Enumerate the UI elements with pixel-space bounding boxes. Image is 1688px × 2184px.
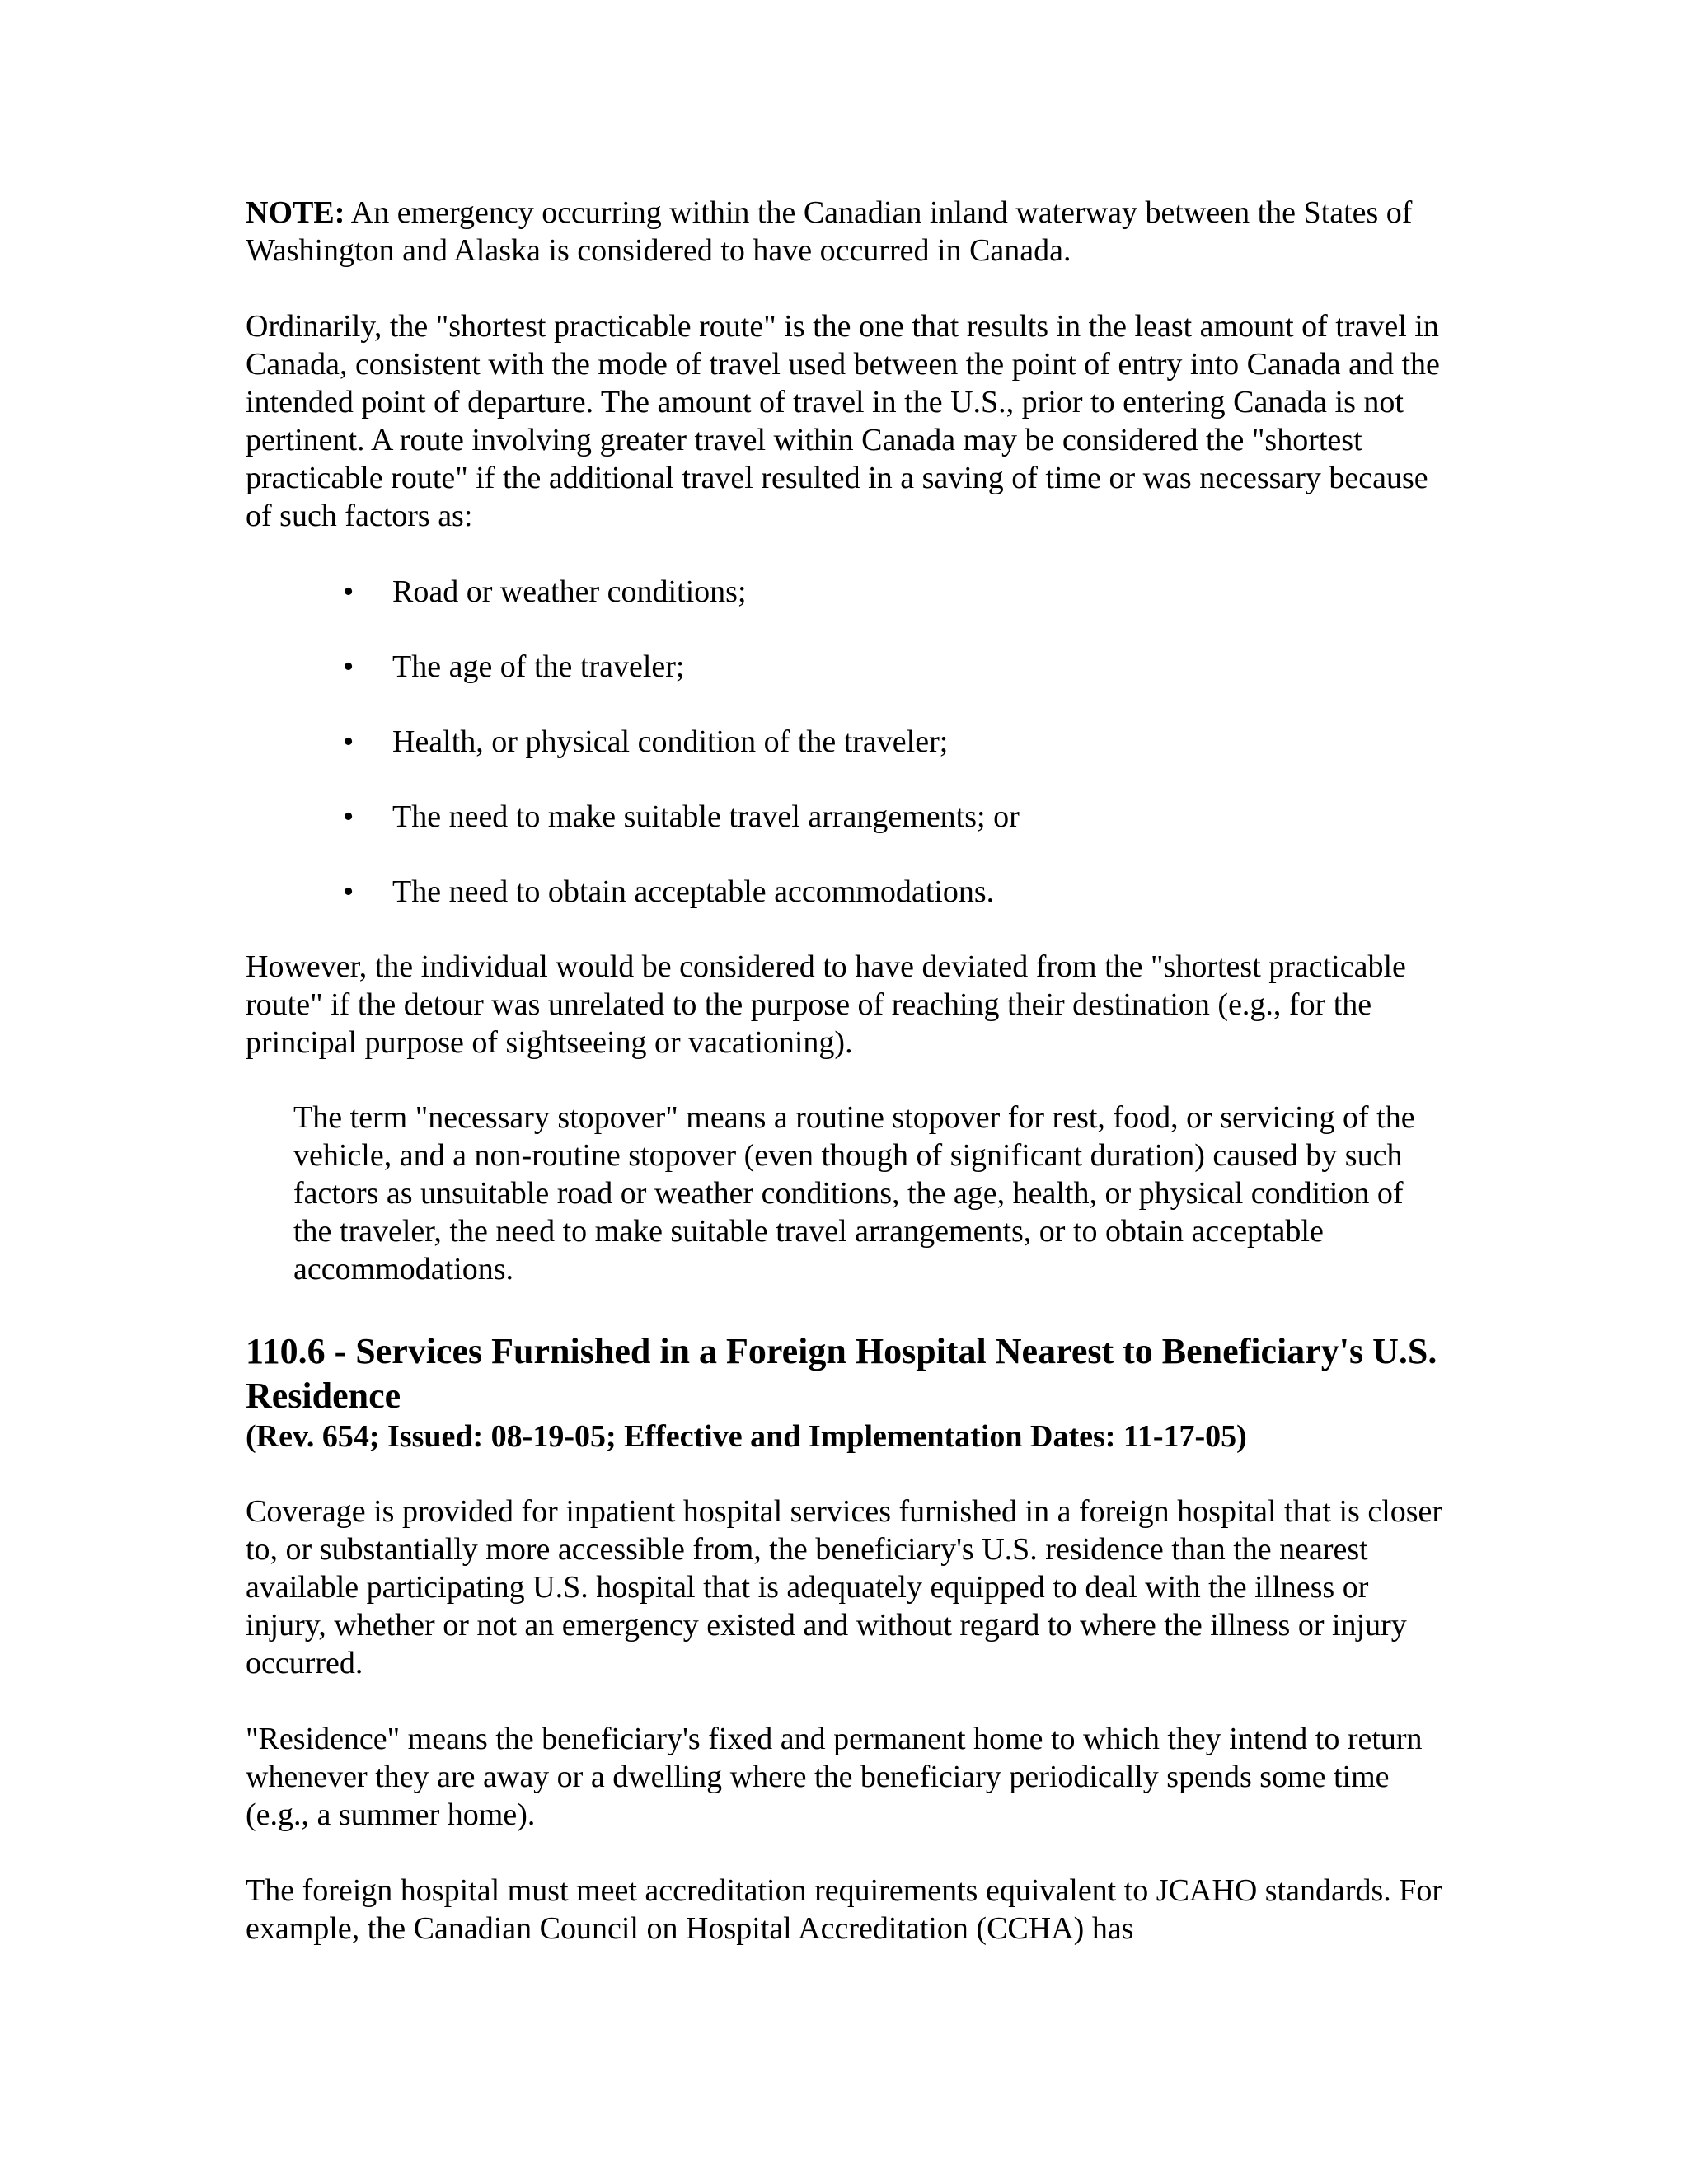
bullet-icon: • (343, 724, 354, 759)
list-item (246, 873, 1449, 911)
bullet-icon: • (343, 799, 354, 834)
residence-paragraph: "Residence" means the beneficiary's fixed and permanent home to which they intend to return whenever they are away or a dwelling where the beneficiary periodically spends some time (e.g., a summer home). (246, 1722, 1423, 1832)
list-item (246, 573, 1449, 611)
section-heading: 110.6 - Services Furnished in a Foreign Hospital Nearest to Beneficiary's U.S. Residence (246, 1331, 1437, 1416)
list-item-text: The need to make suitable travel arrangements; or (392, 799, 1020, 834)
list-item-text: Health, or physical condition of the traveler; (392, 724, 949, 759)
list-item-text: The age of the traveler; (392, 649, 685, 684)
shortest-route-paragraph: Ordinarily, the "shortest practicable route" is the one that results in the least amount of travel in Canada, consistent with the mode of travel used between the point of entry into Canada and the intended point of departure. The amount of travel in the U.S., prior to entering Canada is not pertinent. A route involving greater travel within Canada may be considered the "shortest practicable route" if the additional travel resulted in a saving of time or was necessary because of such factors as: (246, 309, 1440, 533)
list-item-text: Road or weather conditions; (392, 574, 747, 609)
list-item-text: The need to obtain acceptable accommodations. (392, 874, 995, 909)
bullet-icon: • (343, 574, 354, 609)
factors-list (246, 573, 1449, 911)
note-paragraph (246, 194, 1449, 269)
list-item (246, 723, 1449, 761)
document-page (246, 194, 1449, 1947)
however-paragraph: However, the individual would be considered to have deviated from the "shortest practicable route" if the detour was unrelated to the purpose of reaching their destination (e.g., for the principal purpose of sightseeing or vacationing). (246, 949, 1406, 1060)
note-text: An emergency occurring within the Canadian inland waterway between the States of Washington and Alaska is considered to have occurred in Canada. (246, 195, 1413, 268)
bullet-icon: • (343, 874, 354, 909)
stopover-paragraph: The term "necessary stopover" means a routine stopover for rest, food, or servicing of the vehicle, and a non-routine stopover (even though of significant duration) caused by such factors as unsuitable road or weather conditions, the age, health, or physical condition of the traveler, the need to make suitable travel arrangements, or to obtain acceptable accommodations. (293, 1100, 1415, 1286)
accreditation-paragraph: The foreign hospital must meet accreditation requirements equivalent to JCAHO standards. For example, the Canadian Council on Hospital Accreditation (CCHA) has (246, 1873, 1443, 1946)
revision-line: (Rev. 654; Issued: 08-19-05; Effective and Implementation Dates: 11-17-05) (246, 1419, 1247, 1454)
note-label: NOTE: (246, 195, 345, 230)
list-item (246, 648, 1449, 686)
bullet-icon: • (343, 649, 354, 684)
coverage-paragraph: Coverage is provided for inpatient hospital services furnished in a foreign hospital that is closer to, or substantially more accessible from, the beneficiary's U.S. residence than the nearest available participating U.S. hospital that is adequately equipped to deal with the illness or injury, whether or not an emergency existed and without regard to where the illness or injury occurred. (246, 1494, 1443, 1680)
list-item (246, 798, 1449, 836)
